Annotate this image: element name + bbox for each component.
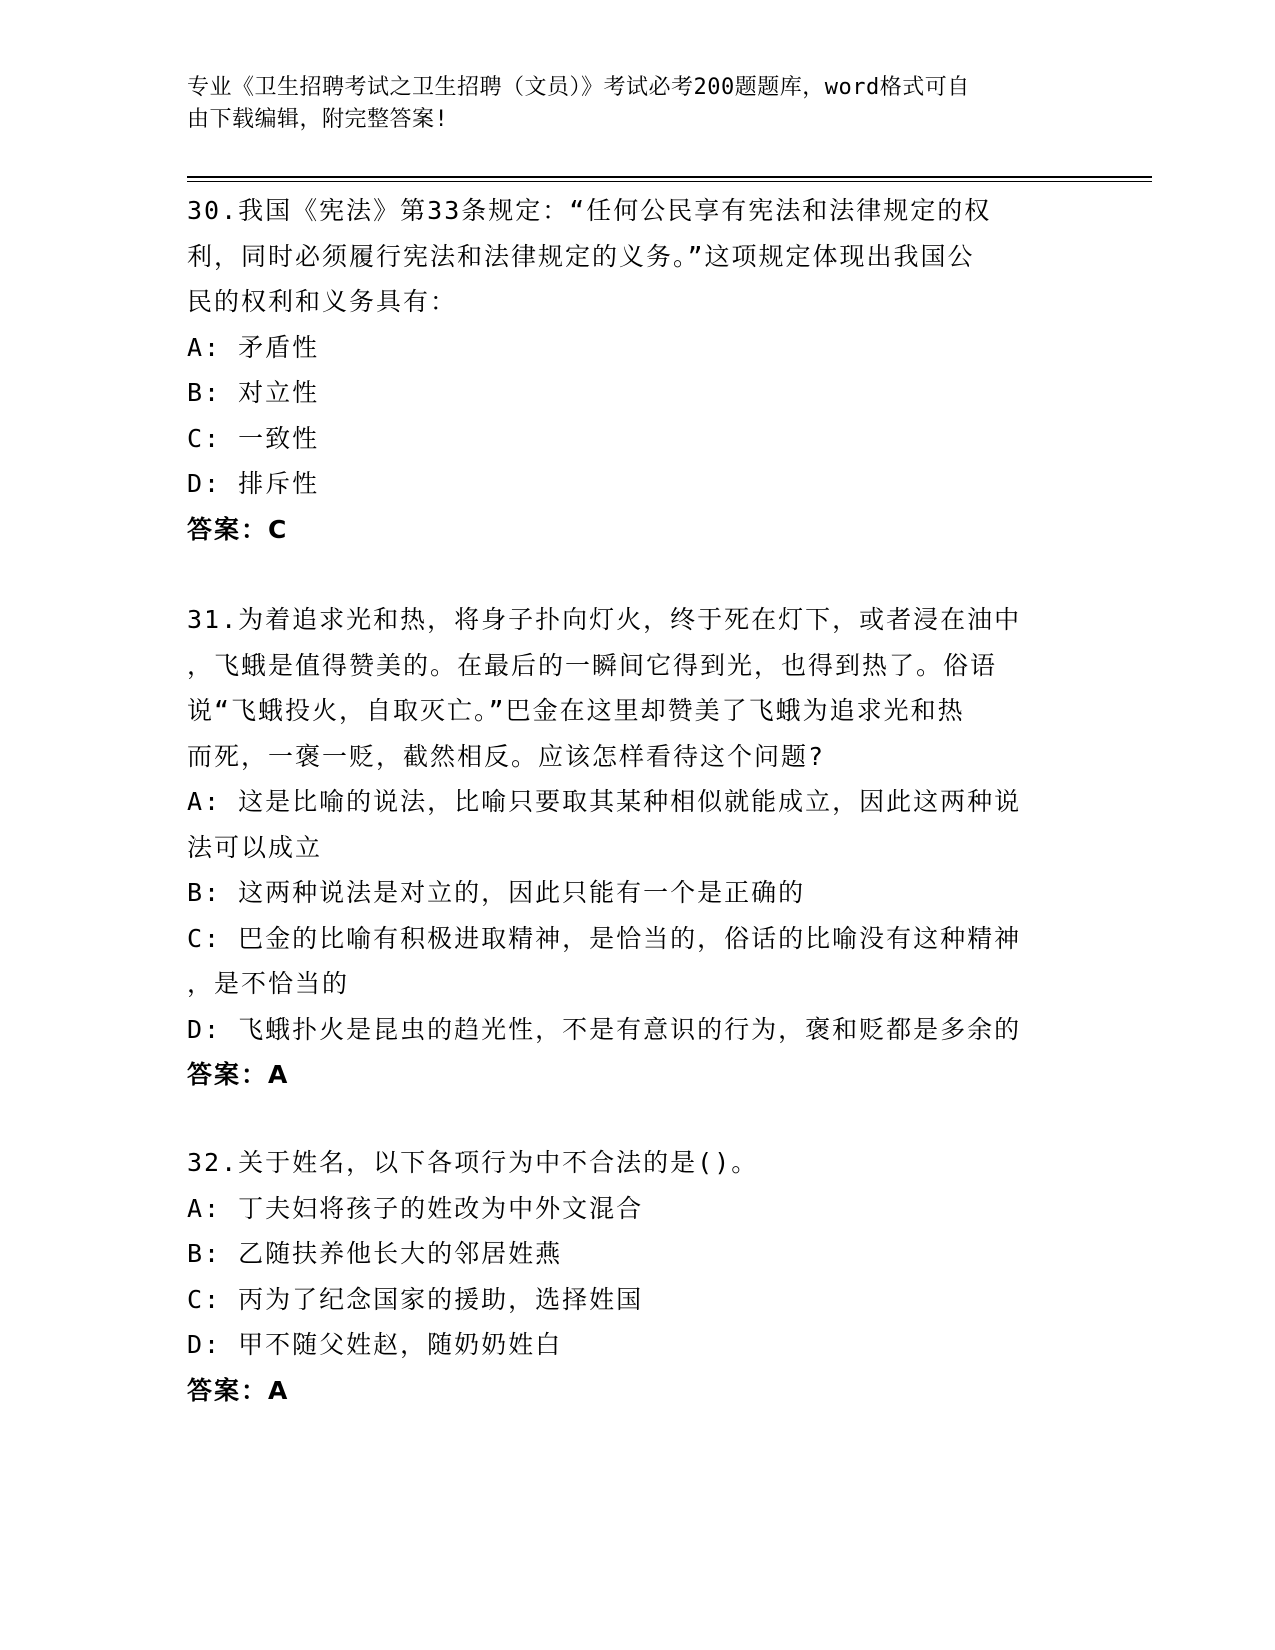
answer-label: 答案：C [187, 514, 289, 544]
option-b: B: 对立性 [187, 378, 320, 407]
question-32 [187, 1140, 1067, 1413]
option-a-continued: 法可以成立 [187, 832, 323, 862]
question-stem-line: 而死，一褒一贬，截然相反。应该怎样看待这个问题? [187, 741, 826, 771]
question-31 [187, 597, 1067, 1098]
question-stem-line: 32.关于姓名，以下各项行为中不合法的是()。 [187, 1148, 759, 1177]
option-b: B: 这两种说法是对立的，因此只能有一个是正确的 [187, 878, 806, 907]
option-b: B: 乙随扶养他长大的邻居姓燕 [187, 1239, 563, 1268]
answer-label: 答案：A [187, 1060, 290, 1089]
option-a: A: 丁夫妇将孩子的姓改为中外文混合 [187, 1193, 644, 1223]
question-stem-line: ，飞蛾是值得赞美的。在最后的一瞬间它得到光，也得到热了。俗语 [187, 650, 998, 680]
option-c: C: 巴金的比喻有积极进取精神，是恰当的，俗话的比喻没有这种精神 [187, 923, 1022, 953]
question-stem-line: 说“飞蛾投火，自取灭亡。”巴金在这里却赞美了飞蛾为追求光和热 [187, 696, 965, 725]
header-divider-thin [187, 181, 1152, 182]
header-line: 由下载编辑，附完整答案! [187, 107, 449, 132]
question-30 [187, 188, 1067, 552]
question-stem-line: 利，同时必须履行宪法和法律规定的义务。”这项规定体现出我国公 [187, 241, 975, 271]
question-stem-line: 30.我国《宪法》第33条规定：“任何公民享有宪法和法律规定的权 [187, 196, 992, 225]
document-header [187, 72, 1067, 136]
answer-label: 答案：A [187, 1375, 290, 1405]
option-c: C: 丙为了纪念国家的援助，选择姓国 [187, 1284, 644, 1314]
header-divider-thick [187, 176, 1152, 178]
option-a: A: 矛盾性 [187, 332, 320, 362]
option-d: D: 排斥性 [187, 469, 320, 498]
option-d: D: 飞蛾扑火是昆虫的趋光性，不是有意识的行为，褒和贬都是多余的 [187, 1014, 1022, 1044]
option-c: C: 一致性 [187, 423, 320, 453]
header-line: 专业《卫生招聘考试之卫生招聘（文员）》考试必考200题题库，word格式可自 [187, 75, 970, 100]
question-stem-line: 31.为着追求光和热，将身子扑向灯火，终于死在灯下，或者浸在油中 [187, 605, 1022, 634]
option-c-continued: ，是不恰当的 [187, 969, 350, 998]
option-d: D: 甲不随父姓赵，随奶奶姓白 [187, 1330, 563, 1359]
option-a: A: 这是比喻的说法，比喻只要取其某种相似就能成立，因此这两种说 [187, 787, 1022, 816]
question-stem-line: 民的权利和义务具有： [187, 287, 458, 316]
